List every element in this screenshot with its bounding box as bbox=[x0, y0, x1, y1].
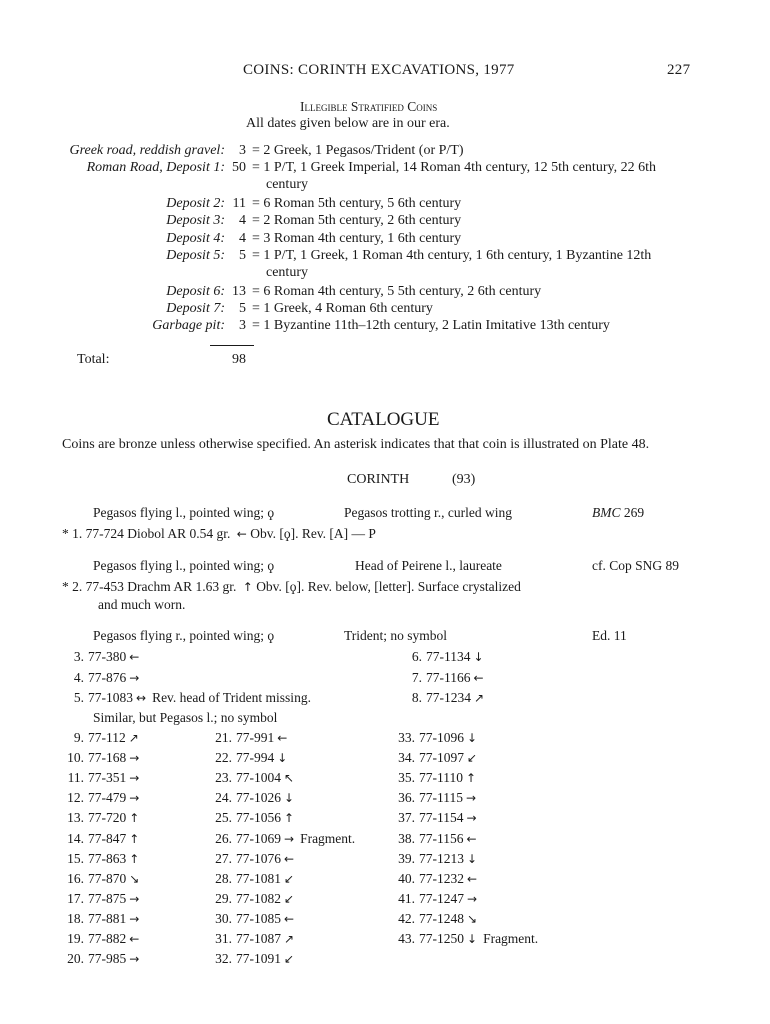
total-rule bbox=[210, 345, 254, 346]
inventory-number: 77-1232 bbox=[419, 870, 464, 886]
stratified-label: Garbage pit: bbox=[152, 318, 225, 333]
entry-number: 42. bbox=[398, 910, 415, 926]
inventory-number: 77-994 bbox=[236, 750, 275, 766]
list-item bbox=[210, 790, 294, 806]
axis-arrow-icon: ← bbox=[129, 932, 140, 946]
stratified-count: 5 bbox=[239, 301, 246, 316]
entry-number: 38. bbox=[398, 830, 415, 846]
axis-arrow-icon: ↓ bbox=[467, 731, 478, 745]
type1-reference-number: 269 bbox=[620, 505, 645, 520]
list-item bbox=[210, 851, 294, 867]
axis-arrow-icon: ← bbox=[284, 911, 295, 926]
axis-arrow-icon: ← bbox=[466, 831, 477, 846]
axis-arrow-icon: ↗ bbox=[474, 691, 485, 705]
list-item bbox=[62, 670, 139, 686]
list-item bbox=[393, 851, 477, 867]
inventory-number: 77-1076 bbox=[236, 850, 281, 866]
stratified-count: 5 bbox=[239, 248, 246, 263]
inventory-number: 77-479 bbox=[88, 790, 127, 806]
entry-note: Fragment. bbox=[300, 830, 356, 846]
axis-arrow-icon: → bbox=[129, 891, 140, 906]
inventory-number: 77-875 bbox=[88, 890, 127, 906]
inventory-number: 77-863 bbox=[88, 850, 127, 866]
list-item bbox=[400, 670, 484, 686]
entry-number: 36. bbox=[398, 790, 415, 806]
axis-arrow-icon: ↗ bbox=[128, 731, 139, 745]
list-item bbox=[393, 730, 477, 746]
axis-arrow-icon: ↔ bbox=[136, 691, 147, 705]
type1-reference-italic: BMC bbox=[592, 505, 621, 520]
axis-arrow-icon: ↖ bbox=[284, 771, 295, 786]
axis-arrow-icon: ↓ bbox=[467, 851, 478, 866]
stratified-count: 3 bbox=[239, 143, 246, 158]
stratified-count: 11 bbox=[232, 196, 246, 211]
list-item bbox=[393, 931, 538, 947]
stratified-description: = 1 P/T, 1 Greek, 1 Roman 4th century, 1 6th century, 1 Byzantine 12th bbox=[252, 248, 652, 263]
stratified-description: = 1 Greek, 4 Roman 6th century bbox=[252, 301, 433, 316]
entry-number: 25. bbox=[215, 810, 232, 826]
entry-number: 9. bbox=[73, 730, 84, 745]
list-item bbox=[393, 810, 477, 826]
entry-number: 28. bbox=[215, 870, 232, 886]
total-label: Total: bbox=[77, 352, 110, 367]
entry-number: 24. bbox=[215, 790, 232, 806]
stratified-description: = 1 P/T, 1 Greek Imperial, 14 Roman 4th century, 12 5th century, 22 6th bbox=[252, 160, 656, 175]
inventory-number: 77-881 bbox=[88, 910, 127, 926]
list-item bbox=[393, 831, 477, 847]
inventory-number: 77-1056 bbox=[236, 810, 281, 826]
list-item bbox=[393, 770, 476, 786]
axis-arrow-icon: → bbox=[129, 911, 140, 926]
list-item bbox=[62, 750, 139, 766]
axis-arrow-icon: ↑ bbox=[284, 811, 295, 826]
list-item bbox=[393, 750, 477, 766]
entry-number: 31. bbox=[215, 931, 232, 946]
stratified-count: 50 bbox=[232, 160, 246, 175]
inventory-number: 77-1097 bbox=[419, 750, 464, 766]
entry-number: 30. bbox=[215, 910, 232, 926]
list-item bbox=[400, 649, 484, 665]
entry-number: 8. bbox=[411, 690, 422, 705]
inventory-number: 77-168 bbox=[88, 750, 127, 766]
entry-number: 13. bbox=[67, 810, 84, 826]
axis-arrow-icon: ↘ bbox=[129, 871, 140, 886]
stratified-label: Deposit 7: bbox=[166, 301, 225, 316]
axis-arrow-icon: → bbox=[284, 831, 295, 846]
axis-arrow-icon: ↘ bbox=[467, 911, 478, 926]
list-item bbox=[393, 871, 477, 887]
stratified-description: = 2 Greek, 1 Pegasos/Trident (or P/T) bbox=[252, 143, 464, 158]
axis-arrow-icon: ← bbox=[129, 650, 140, 664]
inventory-number: 77-985 bbox=[88, 951, 127, 967]
axis-arrow-icon: → bbox=[129, 952, 140, 967]
axis-arrow-icon: ↑ bbox=[129, 811, 140, 826]
list-item bbox=[62, 690, 311, 706]
inventory-number: 77-380 bbox=[88, 649, 127, 664]
similar-label: Similar, but Pegasos l.; no symbol bbox=[93, 710, 278, 725]
entry-number: 41. bbox=[398, 890, 415, 906]
inventory-number: 77-1081 bbox=[236, 870, 281, 886]
stratified-count: 4 bbox=[239, 213, 246, 228]
entry-number: 3. bbox=[73, 649, 84, 664]
axis-arrow-icon: → bbox=[129, 791, 140, 806]
inventory-number: 77-1087 bbox=[236, 931, 281, 946]
entry-number: 18. bbox=[67, 910, 84, 926]
inventory-number: 77-882 bbox=[88, 931, 127, 946]
inventory-number: 77-1096 bbox=[419, 730, 464, 745]
list-item bbox=[62, 730, 139, 746]
stratified-description-continuation: century bbox=[266, 265, 308, 280]
entry-number: 33. bbox=[398, 730, 415, 745]
entry-number: 37. bbox=[398, 810, 415, 826]
entry-number: 19. bbox=[67, 931, 84, 946]
running-title: COINS: CORINTH EXCAVATIONS, 1977 bbox=[243, 62, 515, 78]
type3-reference bbox=[592, 628, 627, 644]
axis-arrow-icon: → bbox=[129, 751, 140, 766]
entry-2 bbox=[62, 579, 521, 595]
entry-number: 40. bbox=[398, 870, 415, 886]
entry-1 bbox=[62, 526, 376, 542]
list-item bbox=[210, 911, 294, 927]
stratified-description: = 1 Byzantine 11th–12th century, 2 Latin Imitative 13th century bbox=[252, 318, 610, 333]
section-count: (93) bbox=[452, 472, 476, 487]
list-item bbox=[62, 770, 139, 786]
stratified-description: = 6 Roman 4th century, 5 5th century, 2 6th century bbox=[252, 284, 542, 299]
entry-2-number: 2. bbox=[72, 579, 83, 594]
stratified-description: = 3 Roman 4th century, 1 6th century bbox=[252, 231, 462, 246]
list-item bbox=[62, 810, 139, 826]
stratified-label: Deposit 5: bbox=[166, 248, 225, 263]
list-item bbox=[393, 911, 477, 927]
axis-arrow-icon: ← bbox=[277, 731, 288, 745]
axis-arrow-icon: ↓ bbox=[467, 932, 478, 946]
inventory-number: 77-1085 bbox=[236, 910, 281, 926]
inventory-number: 77-1069 bbox=[236, 830, 281, 846]
inventory-number: 77-1110 bbox=[419, 770, 463, 786]
type3-obverse: Pegasos flying r., pointed wing; ϙ bbox=[93, 628, 275, 643]
inventory-number: 77-1248 bbox=[419, 910, 464, 926]
axis-arrow-icon: ← bbox=[467, 871, 478, 886]
inventory-number: 77-351 bbox=[88, 770, 127, 786]
entry-number: 5. bbox=[73, 690, 84, 705]
entry-number: 14. bbox=[67, 830, 84, 846]
inventory-number: 77-870 bbox=[88, 870, 127, 886]
axis-arrow-icon: ↙ bbox=[284, 871, 295, 886]
catalogue-intro: Coins are bronze unless otherwise specified. An asterisk indicates that that coin is illustrated on Plate 48. bbox=[62, 437, 650, 452]
stratified-label: Deposit 3: bbox=[166, 213, 225, 228]
axis-arrow-icon: → bbox=[466, 811, 477, 826]
entry-2-continuation: and much worn. bbox=[98, 597, 186, 612]
type2-obverse: Pegasos flying l., pointed wing; ϙ bbox=[93, 558, 275, 573]
axis-arrow-icon: ↑ bbox=[129, 831, 140, 846]
stratified-note: All dates given below are in our era. bbox=[246, 116, 450, 131]
entry-2-asterisk: * bbox=[62, 579, 69, 594]
entry-number: 20. bbox=[67, 951, 84, 967]
stratified-label: Greek road, reddish gravel: bbox=[69, 143, 225, 158]
inventory-number: 77-1247 bbox=[419, 890, 464, 906]
page-number: 227 bbox=[667, 62, 691, 78]
inventory-number: 77-1115 bbox=[419, 790, 463, 806]
inventory-number: 77-1166 bbox=[426, 669, 471, 685]
list-item bbox=[210, 750, 287, 766]
list-item bbox=[62, 931, 139, 947]
inventory-number: 77-1154 bbox=[419, 810, 464, 826]
list-item bbox=[400, 690, 484, 706]
entry-number: 4. bbox=[73, 669, 84, 685]
entry-number: 17. bbox=[67, 890, 84, 906]
inventory-number: 77-1213 bbox=[419, 850, 464, 866]
axis-arrow-icon: ↑ bbox=[129, 851, 140, 866]
stratified-heading: Illegible Stratified Coins bbox=[300, 99, 438, 114]
entry-number: 34. bbox=[398, 750, 415, 766]
type1-reverse: Pegasos trotting r., curled wing bbox=[344, 505, 512, 520]
list-item bbox=[210, 831, 355, 847]
list-item bbox=[393, 891, 477, 907]
inventory-number: 77-876 bbox=[88, 669, 127, 685]
entry-number: 22. bbox=[215, 750, 232, 766]
inventory-number: 77-720 bbox=[88, 810, 127, 826]
entry-number: 26. bbox=[215, 830, 232, 846]
type3-reference-text: Ed. 11 bbox=[592, 628, 627, 643]
stratified-description: = 2 Roman 5th century, 2 6th century bbox=[252, 213, 462, 228]
entry-note: Fragment. bbox=[483, 931, 539, 946]
total-value: 98 bbox=[232, 352, 246, 367]
list-item bbox=[62, 871, 139, 887]
axis-arrow-icon: ← bbox=[284, 851, 295, 866]
axis-arrow-icon: ↗ bbox=[284, 932, 295, 946]
axis-arrow-icon: ↙ bbox=[284, 891, 295, 906]
inventory-number: 77-847 bbox=[88, 830, 127, 846]
section-title: CORINTH bbox=[347, 472, 410, 487]
entry-number: 6. bbox=[411, 649, 422, 664]
entry-number: 43. bbox=[398, 931, 415, 946]
entry-number: 39. bbox=[398, 850, 415, 866]
entry-1-rest: Obv. [ϙ]. Rev. [A] — P bbox=[250, 526, 376, 541]
inventory-number: 77-1026 bbox=[236, 790, 281, 806]
axis-arrow-icon: ↑ bbox=[466, 771, 477, 786]
inventory-number: 77-991 bbox=[236, 730, 275, 745]
axis-arrow-icon: ↙ bbox=[467, 751, 478, 766]
entry-2-text: 77-453 Drachm AR 1.63 gr. bbox=[85, 579, 237, 594]
list-item bbox=[62, 891, 139, 907]
list-item bbox=[210, 730, 287, 746]
entry-2-rest: Obv. [ϙ]. Rev. below, [letter]. Surface crystalized bbox=[256, 579, 521, 594]
list-item bbox=[210, 810, 294, 826]
stratified-description-continuation: century bbox=[266, 177, 308, 192]
entry-number: 23. bbox=[215, 770, 232, 786]
stratified-count: 4 bbox=[239, 231, 246, 246]
entry-number: 27. bbox=[215, 850, 232, 866]
type1-reference bbox=[592, 505, 644, 521]
type3-reverse: Trident; no symbol bbox=[344, 628, 448, 643]
entry-number: 7. bbox=[411, 669, 422, 685]
catalogue-title: CATALOGUE bbox=[327, 409, 440, 430]
stratified-label: Deposit 4: bbox=[166, 231, 225, 246]
type2-reference bbox=[592, 558, 679, 574]
entry-number: 21. bbox=[215, 730, 232, 745]
type1-obverse: Pegasos flying l., pointed wing; ϙ bbox=[93, 505, 275, 520]
inventory-number: 77-1234 bbox=[426, 690, 471, 705]
entry-number: 16. bbox=[67, 870, 84, 886]
stratified-count: 3 bbox=[239, 318, 246, 333]
inventory-number: 77-1156 bbox=[419, 830, 464, 846]
axis-arrow-icon: ↓ bbox=[473, 650, 484, 664]
list-item bbox=[62, 790, 139, 806]
list-item bbox=[210, 770, 294, 786]
axis-arrow-icon: ↓ bbox=[284, 791, 295, 806]
stratified-description: = 6 Roman 5th century, 5 6th century bbox=[252, 196, 462, 211]
entry-number: 29. bbox=[215, 890, 232, 906]
type2-reverse: Head of Peirene l., laureate bbox=[355, 558, 502, 573]
entry-number: 10. bbox=[67, 750, 84, 766]
axis-arrow-icon: ↙ bbox=[284, 952, 295, 967]
type2-reference-text: cf. Cop SNG 89 bbox=[592, 558, 679, 573]
inventory-number: 77-112 bbox=[88, 730, 126, 745]
list-item bbox=[393, 790, 476, 806]
axis-arrow-icon: ↓ bbox=[277, 751, 288, 766]
list-item bbox=[62, 851, 139, 867]
entry-number: 12. bbox=[67, 790, 84, 806]
list-item bbox=[210, 951, 294, 967]
axis-arrow-icon: → bbox=[129, 670, 140, 685]
stratified-label: Deposit 6: bbox=[166, 284, 225, 299]
list-item bbox=[210, 871, 294, 887]
inventory-number: 77-1083 bbox=[88, 690, 133, 705]
inventory-number: 77-1250 bbox=[419, 931, 464, 946]
entry-1-number: 1. bbox=[72, 526, 83, 541]
entry-number: 35. bbox=[398, 770, 415, 786]
stratified-label: Deposit 2: bbox=[166, 196, 225, 211]
entry-number: 11. bbox=[67, 770, 84, 786]
entry-note: Rev. head of Trident missing. bbox=[152, 690, 311, 705]
axis-arrow-icon: ← bbox=[473, 670, 484, 685]
inventory-number: 77-1091 bbox=[236, 951, 281, 967]
inventory-number: 77-1134 bbox=[426, 649, 471, 664]
entry-number: 15. bbox=[67, 850, 84, 866]
list-item bbox=[62, 649, 139, 665]
stratified-label: Roman Road, Deposit 1: bbox=[86, 160, 225, 175]
inventory-number: 77-1004 bbox=[236, 770, 281, 786]
list-item bbox=[62, 911, 139, 927]
entry-number: 32. bbox=[215, 951, 232, 967]
entry-1-text: 77-724 Diobol AR 0.54 gr. bbox=[85, 526, 231, 541]
entry-1-axis-arrow: ← bbox=[236, 527, 247, 541]
stratified-count: 13 bbox=[232, 284, 246, 299]
axis-arrow-icon: → bbox=[129, 771, 140, 786]
inventory-number: 77-1082 bbox=[236, 890, 281, 906]
list-item bbox=[210, 891, 294, 907]
list-item bbox=[210, 931, 294, 947]
list-item bbox=[62, 951, 139, 967]
axis-arrow-icon: → bbox=[467, 891, 478, 906]
entry-2-axis-arrow: ↑ bbox=[242, 580, 253, 594]
entry-1-asterisk: * bbox=[62, 526, 69, 541]
list-item bbox=[62, 831, 139, 847]
axis-arrow-icon: → bbox=[466, 791, 477, 806]
